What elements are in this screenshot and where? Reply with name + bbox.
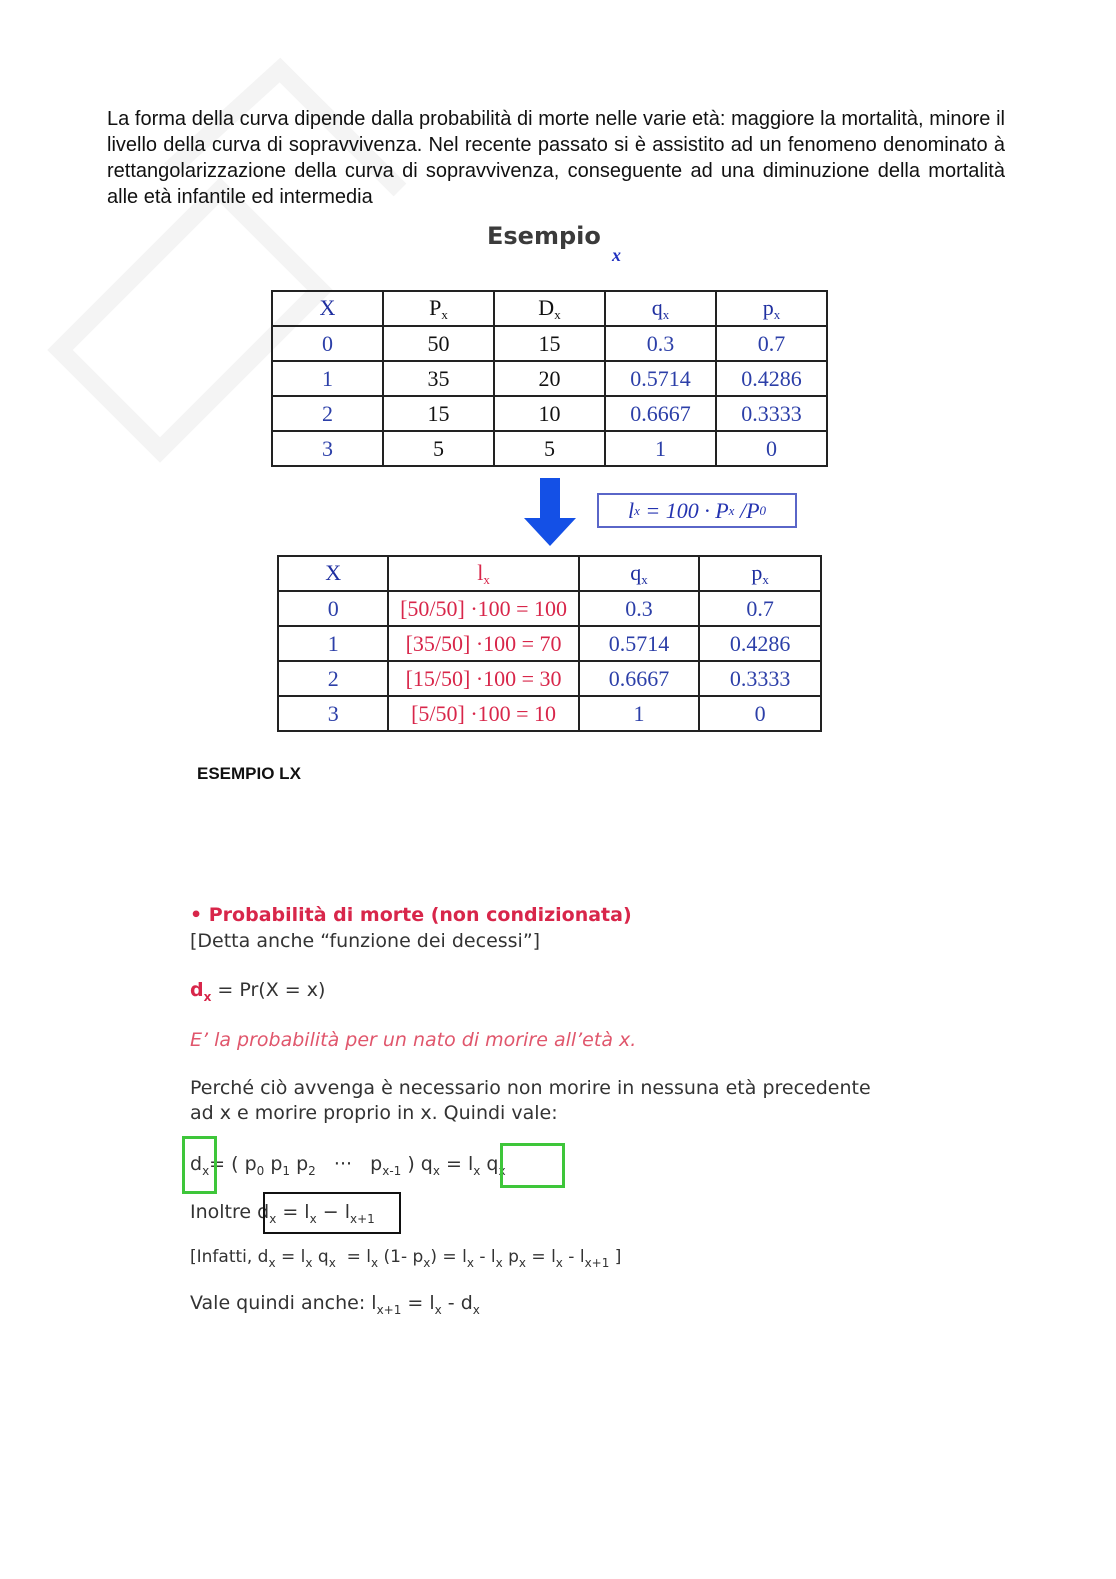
inoltre-line: Inoltre $d_x = l_x - l_{x+1}$ xyxy=(190,1201,375,1226)
table-cell: 5 xyxy=(383,431,494,466)
column-header: $q_x$ xyxy=(579,556,700,591)
lx-formula: l x = 100 · P x /P 0 xyxy=(597,493,797,528)
table-cell: 15 xyxy=(383,396,494,431)
dx-product-formula: $d_x=$ ( $p_0$ $p_1$ $p_2$ ··· $p_{x-1}$ ) $q_x = l_x$ $q_x$ xyxy=(190,1153,506,1178)
table-cell: 15 xyxy=(494,326,605,361)
table-row xyxy=(272,431,827,466)
highlight-box-lx-qx xyxy=(500,1143,565,1188)
table-cell: [15/50] ·100 = 30 xyxy=(388,661,578,696)
table-cell: 0.3333 xyxy=(716,396,827,431)
table-cell: [5/50] ·100 = 10 xyxy=(388,696,578,731)
table-row xyxy=(278,591,821,626)
table-cell: 0.5714 xyxy=(605,361,716,396)
table-row xyxy=(272,396,827,431)
table-cell: 0.4286 xyxy=(699,626,821,661)
table-row xyxy=(272,326,827,361)
table-cell: 0 xyxy=(716,431,827,466)
column-header: $p_x$ xyxy=(699,556,821,591)
infatti-line: [Infatti, $d_x = l_x$ $q_x = l_x$ (1- $p_x) = l_x - l_x$ $p_x = l_x - l_{x+1}$ ] xyxy=(190,1247,622,1270)
dx-definition: $d_x = Pr(X = x)$ xyxy=(190,979,326,1004)
table-row xyxy=(278,661,821,696)
slide-subheading: [Detta anche “funzione dei decessi”] xyxy=(190,930,541,952)
table-cell: 0 xyxy=(272,326,383,361)
table-cell: 35 xyxy=(383,361,494,396)
table-cell: 3 xyxy=(278,696,388,731)
column-header: X xyxy=(272,291,383,326)
vale-line: Vale quindi anche: $l_{x+1} = l_x - d_x$ xyxy=(190,1292,480,1317)
down-arrow-icon xyxy=(522,478,578,548)
paragraph-line-2: ad x e morire proprio in x. Quindi vale: xyxy=(190,1102,558,1124)
table-cell: 1 xyxy=(278,626,388,661)
table-cell: 0.3 xyxy=(605,326,716,361)
table-cell: 50 xyxy=(383,326,494,361)
column-header: $q_x$ xyxy=(605,291,716,326)
table-cell: 1 xyxy=(605,431,716,466)
table-lx xyxy=(277,555,822,732)
table-cell: 5 xyxy=(494,431,605,466)
cropped-title: Esempio xyxy=(487,222,601,250)
table-row xyxy=(278,626,821,661)
highlight-box-dx xyxy=(182,1136,217,1194)
column-header: X xyxy=(278,556,388,591)
table-cell: 0 xyxy=(278,591,388,626)
slide-heading: • Probabilità di morte (non condizionata) xyxy=(190,904,632,926)
column-header: $D_x$ xyxy=(494,291,605,326)
table-cell: 0.6667 xyxy=(605,396,716,431)
table-cell: 0.7 xyxy=(699,591,821,626)
table-cell: 0.4286 xyxy=(716,361,827,396)
table-cell: 10 xyxy=(494,396,605,431)
table-cell: 0.3333 xyxy=(699,661,821,696)
table-cell: 0.3 xyxy=(579,591,700,626)
box-dx-difference xyxy=(263,1192,401,1234)
table-row xyxy=(272,361,827,396)
table-cell: 2 xyxy=(272,396,383,431)
table-cell: 0.7 xyxy=(716,326,827,361)
table-cell: 0.5714 xyxy=(579,626,700,661)
table-row xyxy=(278,696,821,731)
intro-paragraph: La forma della curva dipende dalla probabilità di morte nelle varie età: maggiore la mortalità, minore il livello della curva di sopravvivenza. Nel recente passato si è assistito ad un fenomeno denominato à rettangolarizzazione della curva di sopravvivenza, conseguente ad una diminuzione della mortalità alle età infantile ed intermedia xyxy=(107,108,1005,208)
italic-explanation: E’ la probabilità per un nato di morire all’età x. xyxy=(190,1029,637,1051)
table-cell: 1 xyxy=(272,361,383,396)
table-cell: 2 xyxy=(278,661,388,696)
table-cell: 1 xyxy=(579,696,700,731)
column-header: $p_x$ xyxy=(716,291,827,326)
table-cell: [50/50] ·100 = 100 xyxy=(388,591,578,626)
table-cell: 0 xyxy=(699,696,821,731)
table-px-dx xyxy=(271,290,828,467)
column-header: $l_x$ xyxy=(388,556,578,591)
cropped-title-subscript: x xyxy=(612,245,621,265)
table-cell: [35/50] ·100 = 70 xyxy=(388,626,578,661)
table-cell: 0.6667 xyxy=(579,661,700,696)
table-cell: 20 xyxy=(494,361,605,396)
column-header: $P_x$ xyxy=(383,291,494,326)
table-cell: 3 xyxy=(272,431,383,466)
paragraph-line-1: Perché ciò avvenga è necessario non morire in nessuna età precedente xyxy=(190,1077,871,1099)
section-label: ESEMPIO LX xyxy=(197,764,301,783)
